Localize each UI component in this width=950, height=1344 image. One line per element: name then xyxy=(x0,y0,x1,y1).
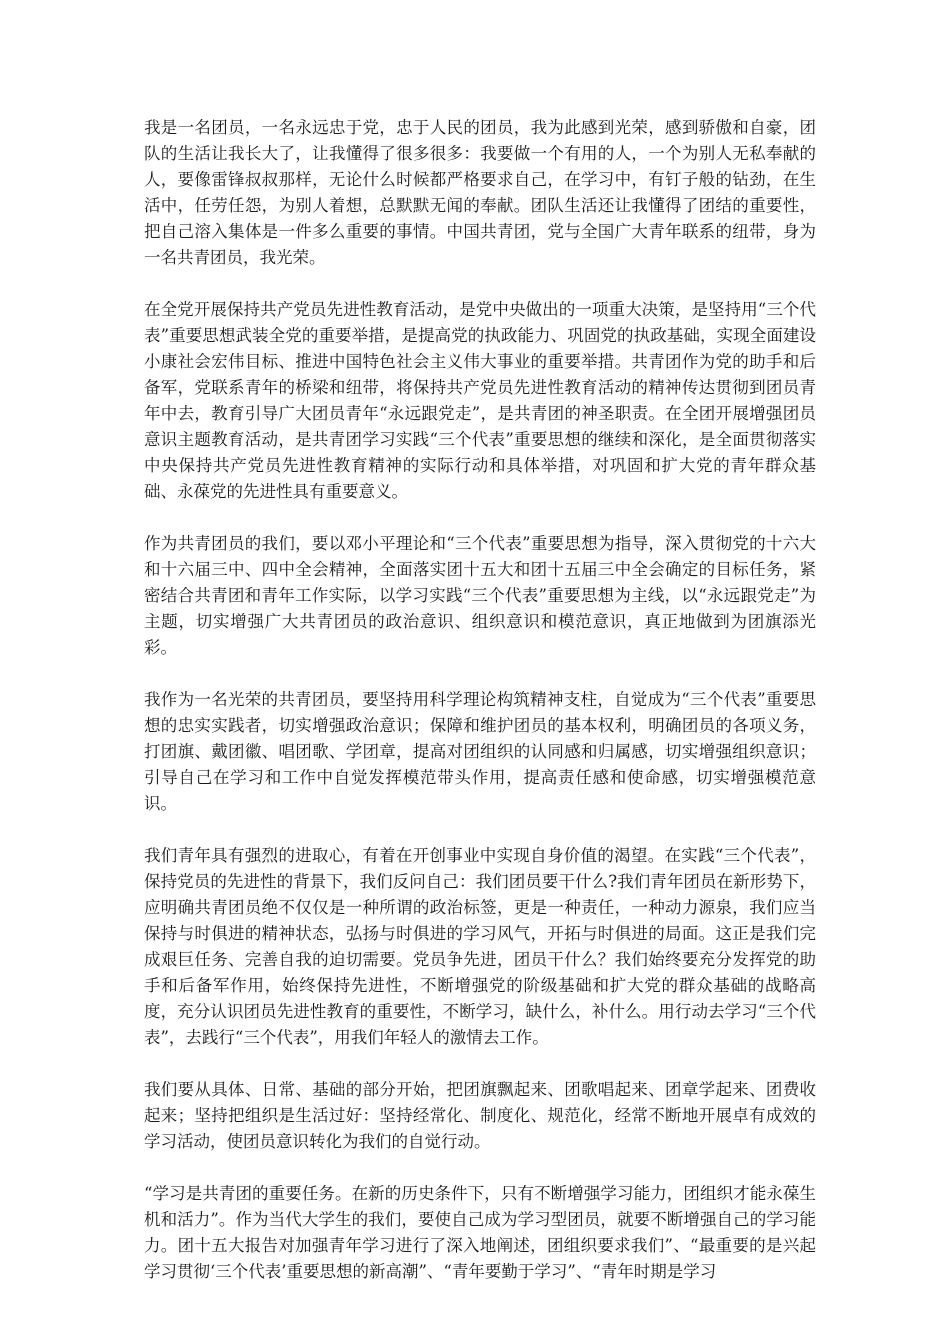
paragraph: 我们青年具有强烈的进取心，有着在开创事业中实现自身价值的渴望。在实践“三个代表”，保持党员的先进性的背景下，我们反问自己：我们团员要干什么?我们青年团员在新形势下，应明确共青团员绝不仅仅是一种所谓的政治标签，更是一种责任，一种动力源泉，我们应当保持与时俱进的精神状态，弘扬与时俱进的学习风气，开拓与时俱进的局面。这正是我们完成艰巨任务、完善自我的迫切需要。党员争先进，团员干什么？我们始终要充分发挥党的助手和后备军作用，始终保持先进性，不断增强党的阶级基础和扩大党的群众基础的战略高度，充分认识团员先进性教育的重要性，不断学习，缺什么，补什么。用行动去学习“三个代表”，去践行“三个代表”，用我们年轻人的激情去工作。 xyxy=(144,846,816,1047)
paragraph: 作为共青团员的我们，要以邓小平理论和“三个代表”重要思想为指导，深入贯彻党的十六大和十六届三中、四中全会精神，全面落实团十五大和团十五届三中全会确定的目标任务，紧密结合共青团和青年工作实际，以学习实践“三个代表”重要思想为主线，以“永远跟党走”为主题，切实增强广大共青团员的政治意识、组织意识和模范意识，真正地做到为团旗添光彩。 xyxy=(144,534,816,657)
document-body xyxy=(144,115,816,1311)
paragraph: 我是一名团员，一名永远忠于党，忠于人民的团员，我为此感到光荣，感到骄傲和自豪，团队的生活让我长大了，让我懂得了很多很多：我要做一个有用的人，一个为别人无私奉献的人，要像雷锋叔叔那样，无论什么时候都严格要求自己，在学习中，有钉子般的钻劲，在生活中，任劳任怨，为别人着想，总默默无闻的奉献。团队生活还让我懂得了团结的重要性，把自己溶入集体是一件多么重要的事情。中国共青团，党与全国广大青年联系的纽带，身为一名共青团员，我光荣。 xyxy=(144,118,816,267)
paragraph: 在全党开展保持共产党员先进性教育活动，是党中央做出的一项重大决策，是坚持用“三个代表”重要思想武装全党的重要举措，是提高党的执政能力、巩固党的执政基础，实现全面建设小康社会宏伟目标、推进中国特色社会主义伟大事业的重要举措。共青团作为党的助手和后备军，党联系青年的桥梁和纽带，将保持共产党员先进性教育活动的精神传达贯彻到团员青年中去，教育引导广大团员青年“永远跟党走”，是共青团的神圣职责。在全团开展增强团员意识主题教育活动，是共青团学习实践“三个代表”重要思想的继续和深化，是全面贯彻落实中央保持共产党员先进性教育精神的实际行动和具体举措，对巩固和扩大党的青年群众基础、永葆党的先进性具有重要意义。 xyxy=(144,300,816,501)
paragraph: 我作为一名光荣的共青团员，要坚持用科学理论构筑精神支柱，自觉成为“三个代表”重要思想的忠实实践者，切实增强政治意识；保障和维护团员的基本权利，明确团员的各项义务，打团旗、戴团徽、唱团歌、学团章，提高对团组织的认同感和归属感，切实增强组织意识；引导自己在学习和工作中自觉发挥模范带头作用，提高责任感和使命感，切实增强模范意识。 xyxy=(144,690,816,813)
paragraph: “学习是共青团的重要任务。在新的历史条件下，只有不断增强学习能力，团组织才能永葆生机和活力”。作为当代大学生的我们，要使自己成为学习型团员，就要不断增强自己的学习能力。团十五大报告对加强青年学习进行了深入地阐述，团组织要求我们”、“最重要的是兴起学习贯彻‘三个代表’重要思想的新高潮”、“青年要勤于学习”、“青年时期是学习 xyxy=(144,1184,816,1281)
paragraph: 我们要从具体、日常、基础的部分开始，把团旗飘起来、团歌唱起来、团章学起来、团费收起来；坚持把组织是生活过好：坚持经常化、制度化、规范化，经常不断地开展卓有成效的学习活动，使团员意识转化为我们的自觉行动。 xyxy=(144,1080,816,1151)
